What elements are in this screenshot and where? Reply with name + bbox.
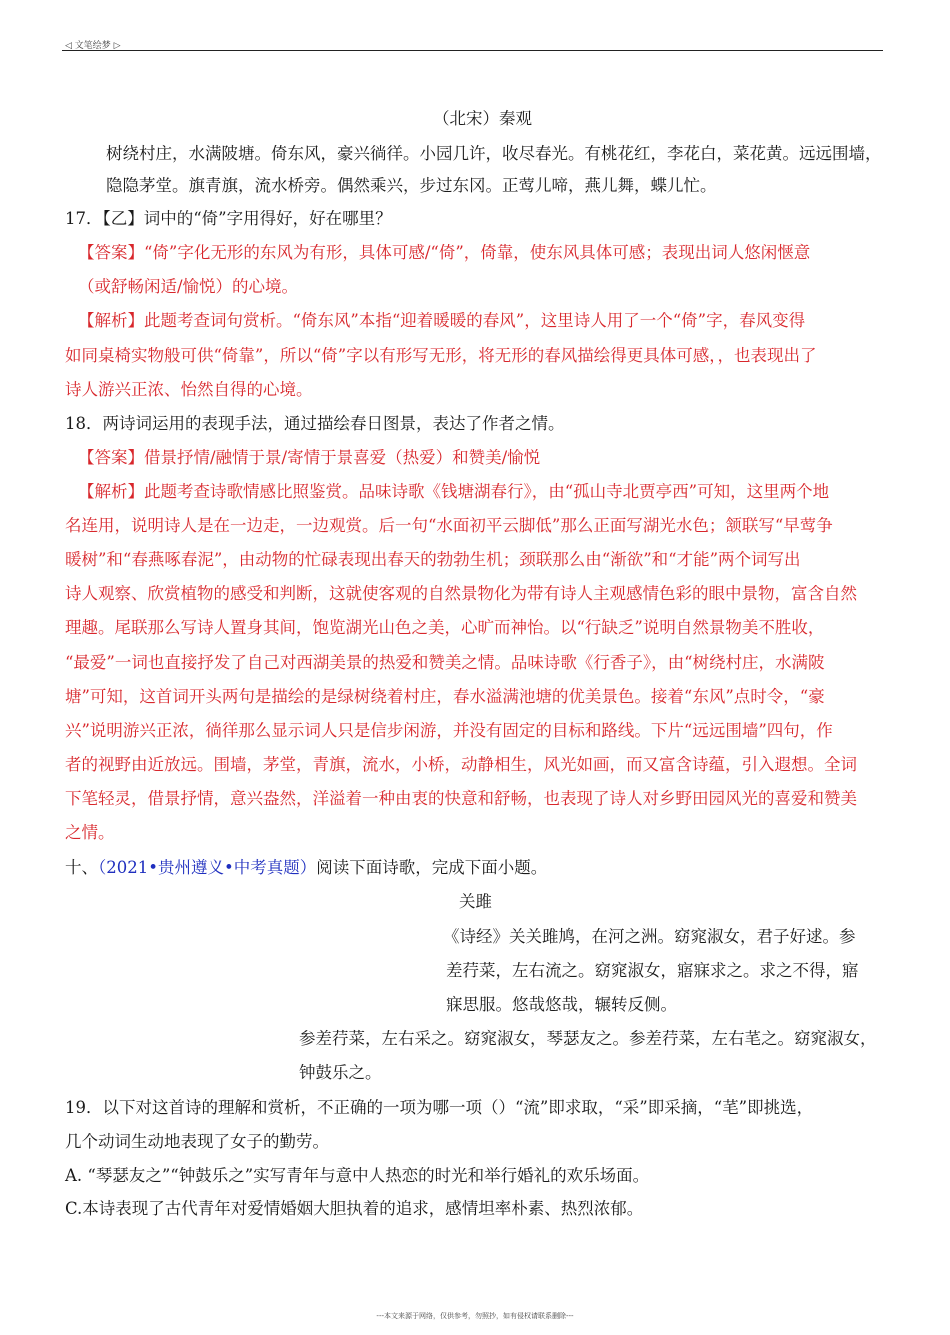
section10-number: 十、: [65, 858, 98, 877]
section10-heading: [65, 856, 547, 880]
q19-option-a: A. “琴瑟友之”“钟鼓乐之”实写青年与意中人热恋的时光和举行婚礼的欢乐场面。: [65, 1166, 650, 1185]
q18-analysis-line: 塘”可知，这首词开头两句是描绘的是绿树绕着村庄，春水溢满池塘的优美景色。接着“东风”点时令，“豪: [65, 687, 825, 706]
q18-answer: 【答案】借景抒情/融情于景/寄情于景喜爱（热爱）和赞美/愉悦: [78, 448, 541, 467]
poem2-line: 《诗经》关关雎鸠，在河之洲。窈窕淑女，君子好逑。参: [443, 927, 856, 946]
q18-analysis-line: 名连用，说明诗人是在一边走，一边观赏。后一句“水面初平云脚低”那么正面写湖光水色；颔联写“早莺争: [65, 516, 833, 535]
poem2-title: 关雎: [459, 892, 492, 911]
q18-analysis-line: 暖树”和“春燕啄春泥”，由动物的忙碌表现出春天的勃勃生机；颈联那么由“渐欲”和“才能”两个词写出: [65, 550, 801, 569]
q18-analysis-line: 之情。: [65, 823, 115, 842]
section10-instruction: 阅读下面诗歌，完成下面小题。: [316, 858, 548, 877]
q19-question-line: 19．以下对这首诗的理解和赏析，不正确的一项为哪一项（）“流”即求取，“采”即采摘，“芼”即挑选，: [65, 1098, 814, 1117]
footer-note: ---本文来源于网络，仅供参考，勿照抄，如有侵权请联系删除---: [376, 1312, 574, 1320]
q17-answer-line: 【答案】“倚”字化无形的东风为有形，具体可感/“倚”，倚靠，使东风具体可感；表现出词人悠闲惬意: [78, 243, 811, 262]
q18-analysis-line: 理趣。尾联那么写诗人置身其间，饱览湖光山色之美，心旷而神怡。以“行缺乏”说明自然景物美不胜收，: [65, 618, 825, 637]
q18-question: 18．两诗词运用的表现手法，通过描绘春日图景，表达了作者之情。: [65, 414, 565, 433]
q17-analysis-line: 诗人游兴正浓、怡然自得的心境。: [65, 380, 313, 399]
poem2-line: 差荇菜，左右流之。窈窕淑女，寤寐求之。求之不得，寤: [446, 961, 859, 980]
q18-analysis-line: 【解析】此题考查诗歌情感比照鉴赏。品味诗歌《钱塘湖春行》，由“孤山寺北贾亭西”可知，这里两个地: [78, 482, 830, 501]
poem2-line: 寐思服。悠哉悠哉，辗转反侧。: [446, 995, 677, 1014]
q18-analysis-line: 兴”说明游兴正浓，徜徉那么显示词人只是信步闲游，并没有固定的目标和路线。下片“远远围墙”四句，作: [65, 721, 833, 740]
poem2-line: 钟鼓乐之。: [299, 1063, 382, 1082]
q19-question-line: 几个动词生动地表现了女子的勤劳。: [65, 1132, 329, 1151]
q18-analysis-line: “最爱”一词也直接抒发了自己对西湖美景的热爱和赞美之情。品味诗歌《行香子》，由“树绕村庄，水满陂: [65, 653, 825, 672]
header-divider: [62, 50, 883, 51]
q17-answer-line: （或舒畅闲适/愉悦）的心境。: [78, 277, 299, 296]
header-brand: ◁ 文笔绘梦 ▷: [65, 41, 121, 51]
q18-analysis-line: 者的视野由近放远。围墙，茅堂，青旗，流水，小桥，动静相生，风光如画，而又富含诗蕴，引入遐想。全词: [65, 755, 857, 774]
q18-analysis-line: 下笔轻灵，借景抒情，意兴盎然，洋溢着一种由衷的快意和舒畅，也表现了诗人对乡野田园风光的喜爱和赞美: [65, 789, 857, 808]
poem2-line: 参差荇菜，左右采之。窈窕淑女，琴瑟友之。参差荇菜，左右芼之。窈窕淑女，: [299, 1029, 877, 1048]
q19-option-c: C.本诗表现了古代青年对爱情婚姻大胆执着的追求，感情坦率朴素、热烈浓郁。: [65, 1199, 644, 1218]
poem1-line: 树绕村庄，水满陂塘。倚东风，豪兴徜徉。小园几许，收尽春光。有桃花红，李花白，菜花黄。远远围墙，: [106, 144, 882, 163]
q17-analysis-line: 如同桌椅实物般可供“倚靠”，所以“倚”字以有形写无形，将无形的春风描绘得更具体可感，，也表现出了: [65, 346, 817, 365]
q18-analysis-line: 诗人观察、欣赏植物的感受和判断，这就使客观的自然景物化为带有诗人主观感情色彩的眼中景物，富含自然: [65, 584, 857, 603]
poem1-line: 隐隐茅堂。旗青旗，流水桥旁。偶然乘兴，步过东冈。正莺儿啼，燕儿舞，蝶儿忙。: [106, 176, 717, 195]
q17-analysis-line: 【解析】此题考查词句赏析。“倚东风”本指“迎着暖暖的春风”，这里诗人用了一个“倚”字，春风变得: [78, 311, 806, 330]
poem1-author: （北宋）秦观: [433, 109, 532, 128]
section10-source: （2021•贵州遵义•中考真题）: [98, 858, 317, 877]
q17-question: 17．【乙】词中的“倚”字用得好，好在哪里？: [65, 209, 392, 228]
